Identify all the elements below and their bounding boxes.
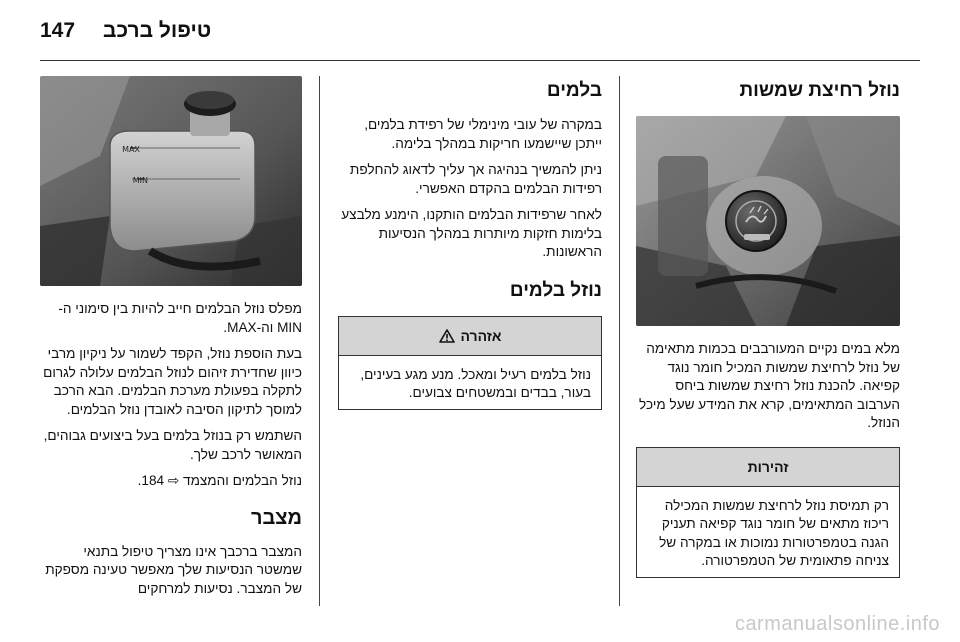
- caution-header: [637, 448, 899, 487]
- column-divider: [319, 76, 320, 606]
- battery-paragraph: המצבר ברכבך אינו מצריך טיפול בתנאי שמשטר הנסיעות שלך מאפשר טעינה מספקת של המצבר. נסיעות למרחקים: [45, 543, 302, 596]
- watermark: carmanualsonline.info: [734, 613, 940, 635]
- page-header: [40, 14, 920, 48]
- brakes-paragraph: במקרה של עובי מינימלי של רפידת בלמים, ייתכן שיישמעו חריקות במהלך בלימה.: [364, 117, 602, 151]
- page-reference-icon: ⇨: [167, 473, 180, 488]
- right-column: [636, 76, 900, 578]
- warning-text: נוזל בלמים רעיל ומאכל. מנע מגע בעינים, בעור, בבדים ובמשטחים צבועים.: [360, 366, 591, 400]
- cross-reference[interactable]: נוזל הבלמים והמצמד ⇨ 184.: [137, 473, 302, 488]
- header-divider: [40, 60, 920, 61]
- section-title-washer-fluid: נוזל רחיצת שמשות: [739, 80, 900, 101]
- left-column: [40, 76, 302, 606]
- section-title-brakes: בלמים: [546, 80, 602, 101]
- section-title-brake-fluid: נוזל בלמים: [509, 279, 602, 301]
- fluid-type-paragraph: השתמש רק בנוזל בלמים בעל ביצועים גבוהים, המאושר לרכב שלך.: [43, 428, 302, 462]
- caution-title: זהירות: [747, 458, 789, 475]
- running-title: טיפול ברכב: [103, 19, 212, 42]
- cross-reference-text: נוזל הבלמים והמצמד: [183, 473, 302, 488]
- caution-box: [636, 447, 900, 578]
- max-mark-label: MAX: [122, 145, 140, 154]
- washer-reservoir-illustration: [636, 116, 900, 326]
- caution-text: רק תמיסת נוזל לרחיצת שמשות המכילה ריכוז מתאים של חומר נוגד קפיאה תעניק הגנה בטמפרטורות נמוכות או במקרה של צניחה פתאומית של הטמפרטורה.: [659, 497, 889, 568]
- warning-header: [339, 317, 601, 356]
- cross-reference-page: 184: [141, 473, 165, 488]
- washer-fluid-instructions: מלא במים נקיים המעורבבים בכמות מתאימה של נוזל לרחיצת שמשות המכיל חומר נוגד קפיאה. להכנת נוזל רחיצת שמשות ביחס הערבוב המתאימים, קרא את המידע שעל מיכל הנוזל.: [639, 341, 900, 430]
- brakes-paragraph: לאחר שרפידות הבלמים הותקנו, הימנע מלבצע בלימות חזקות מיותרות במהלך הנסיעות הראשונות.: [341, 207, 602, 259]
- page-number: 147: [40, 19, 76, 42]
- middle-column: [338, 76, 602, 410]
- warning-body: [339, 356, 601, 409]
- caution-body: [637, 487, 899, 577]
- warning-box: [338, 316, 602, 410]
- fluid-level-paragraph: מפלס נוזל הבלמים חייב להיות בין סימוני ה-MIN וה-MAX.: [58, 301, 302, 335]
- brakes-paragraph: ניתן להמשיך בנהיגה אך עליך לדאוג להחלפת רפידות הבלמים בהקדם האפשרי.: [349, 162, 602, 196]
- fluid-cleanliness-paragraph: בעת הוספת נוזל, הקפד לשמור על ניקיון מרבי כיוון שחדירת זיהום לנוזל הבלמים עלולה לגרום לתקלה בפעולת מערכת הבלמים. הבא הרכב למוסך לתיקון הסיבה לאובדן נוזל הבלמים.: [43, 346, 302, 417]
- warning-triangle-icon: [439, 329, 455, 343]
- warning-title: אזהרה: [460, 327, 502, 344]
- min-mark-label: MIN: [132, 176, 148, 185]
- section-title-battery: מצבר: [250, 506, 302, 529]
- washer-reservoir-photo: [636, 116, 900, 326]
- brake-reservoir-illustration: [40, 76, 302, 286]
- column-divider: [619, 76, 620, 606]
- brake-reservoir-photo: [40, 76, 302, 286]
